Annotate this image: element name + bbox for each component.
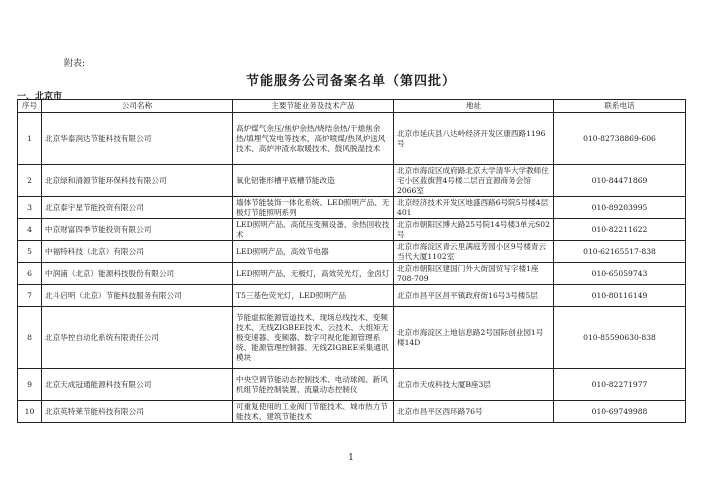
row-seq: 10 — [18, 401, 42, 423]
row-address: 北京市海淀区青云里满庭芳园小区9号楼青云当代大厦1102室 — [394, 241, 554, 263]
row-seq: 1 — [18, 113, 42, 165]
table-row — [18, 369, 686, 401]
row-seq: 4 — [18, 219, 42, 241]
company-registry-table — [17, 99, 686, 423]
row-address: 北京市海淀区上地信息路2号国际创业园1号楼14D — [394, 307, 554, 369]
row-seq: 5 — [18, 241, 42, 263]
row-business: T5三基色荧光灯，LED照明产品 — [233, 285, 394, 307]
header-seq: 序号 — [18, 100, 42, 113]
row-business: 氧化铝锥形槽平底槽节能改造 — [233, 165, 394, 197]
row-business: LED照明产品、高低压变频设备、余热回收技术 — [233, 219, 394, 241]
header-business: 主要节能业务及技术产品 — [233, 100, 394, 113]
row-phone: 010-82738869-606 — [554, 113, 686, 165]
table-row — [18, 165, 686, 197]
row-address: 北京经济技术开发区地盛西路6号院5号楼4层401 — [394, 197, 554, 219]
row-phone: 010-85590630-838 — [554, 307, 686, 369]
row-company-name: 北京华泰润达节能科技有限公司 — [42, 113, 233, 165]
table-row — [18, 401, 686, 423]
header-company-name: 公司名称 — [42, 100, 233, 113]
row-company-name: 中京财富四季节能投资有限公司 — [42, 219, 233, 241]
table-row — [18, 263, 686, 285]
row-business: LED照明产品，无极灯，高效荧光灯，金卤灯 — [233, 263, 394, 285]
row-phone: 010-80116149 — [554, 285, 686, 307]
row-seq: 8 — [18, 307, 42, 369]
row-company-name: 北京华控自动化系统有限责任公司 — [42, 307, 233, 369]
row-company-name: 北斗启明（北京）节能科技服务有限公司 — [42, 285, 233, 307]
row-business: 墙体节能装饰一体化系统、LED照明产品、无极灯节能照明系列 — [233, 197, 394, 219]
row-business: 可重复使用的工业阀门节能技术、城市热力节能技术、建筑节能技术 — [233, 401, 394, 423]
row-business: 节能虚拟能源管道技术、现场总线技术、变频技术、无线ZIGBEE技术、云技术、大组矩无极变速器、变频器、数字可视化能源管理系统、能源管理控制器、无线ZIGBEE采集通讯模块 — [233, 307, 394, 369]
row-phone: 010-82211622 — [554, 219, 686, 241]
section-heading: 一、北京市 — [17, 92, 63, 102]
row-seq: 3 — [18, 197, 42, 219]
row-business: LED照明产品，高效节电器 — [233, 241, 394, 263]
row-business: 中央空调节能动态控制技术、电动球阀、新风机组节能控制装置、流量动态控制仪 — [233, 369, 394, 401]
table-row — [18, 307, 686, 369]
row-company-name: 北京绿和清源节能环保科技有限公司 — [42, 165, 233, 197]
table-row — [18, 219, 686, 241]
row-seq: 2 — [18, 165, 42, 197]
row-seq: 9 — [18, 369, 42, 401]
table-row — [18, 113, 686, 165]
row-company-name: 北京天成冠通能源科技有限公司 — [42, 369, 233, 401]
row-company-name: 中润浦（北京）能源科技股份有限公司 — [42, 263, 233, 285]
table-row — [18, 197, 686, 219]
row-company-name: 北京泰宇星节能投资有限公司 — [42, 197, 233, 219]
row-business: 高炉煤气余压/焦炉余热/烧结余热/干熄焦余热/填埋气发电等技术，高炉喷煤/热风炉送风技术、高炉冲渣水取暖技术、鼓风脱湿技术 — [233, 113, 394, 165]
row-company-name: 中福特科技（北京）有限公司 — [42, 241, 233, 263]
row-seq: 6 — [18, 263, 42, 285]
row-phone: 010-84471869 — [554, 165, 686, 197]
row-company-name: 北京英特莱节能科技有限公司 — [42, 401, 233, 423]
row-phone: 010-69749988 — [554, 401, 686, 423]
row-address: 北京市昌平区昌平镇政府街16号3号楼5层 — [394, 285, 554, 307]
row-address: 北京市昌平区西环路76号 — [394, 401, 554, 423]
row-address: 北京市朝阳区博大路25号院14号楼3单元S02号 — [394, 219, 554, 241]
attachment-label: 附表: — [64, 59, 86, 69]
table-header-row — [18, 100, 686, 113]
table-row — [18, 241, 686, 263]
table-row — [18, 285, 686, 307]
header-address: 地址 — [394, 100, 554, 113]
row-phone: 010-89203995 — [554, 197, 686, 219]
header-phone: 联系电话 — [554, 100, 686, 113]
row-phone: 010-65059743 — [554, 263, 686, 285]
row-phone: 010-62165517-838 — [554, 241, 686, 263]
row-address: 北京市海淀区成府路北京大学清华大学教师住宅小区蓝旗营4号楼二层百宜源商务会馆2066室 — [394, 165, 554, 197]
row-phone: 010-82271977 — [554, 369, 686, 401]
row-address: 北京市天成科技大厦B座3层 — [394, 369, 554, 401]
row-address: 北京市延庆县八达岭经济开发区康西路1196号 — [394, 113, 554, 165]
document-title: 节能服务公司备案名单（第四批） — [245, 74, 456, 89]
page-number: 1 — [348, 453, 354, 463]
row-seq: 7 — [18, 285, 42, 307]
row-address: 北京市朝阳区建国门外大街国贸写字楼1座708-709 — [394, 263, 554, 285]
